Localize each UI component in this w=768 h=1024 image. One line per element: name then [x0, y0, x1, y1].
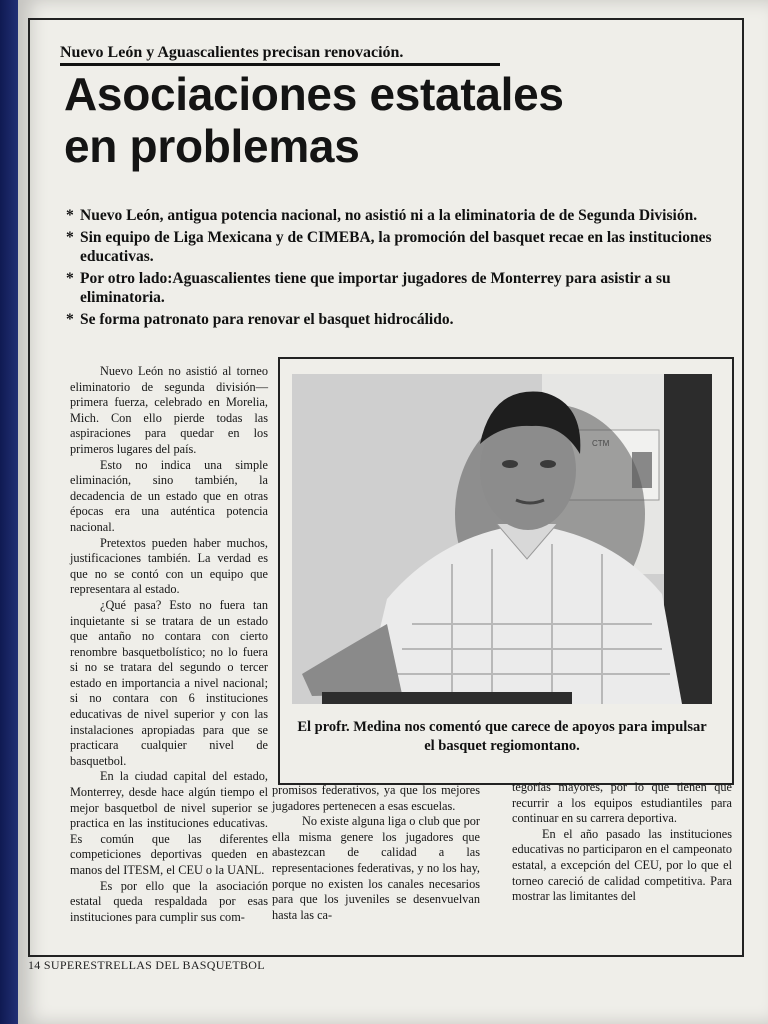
summary-bullets — [66, 206, 726, 331]
paragraph: promisos federativos, ya que los mejores jugadores pertenecen a esas escuelas. — [272, 783, 480, 813]
article-headline — [64, 68, 704, 172]
bullet-star-icon: * — [66, 269, 74, 287]
bullet-item — [66, 269, 726, 308]
bullet-star-icon: * — [66, 207, 74, 224]
bullet-star-icon: * — [66, 228, 74, 246]
paragraph: Pretextos pueden haber muchos, justificaciones también. La verdad es que no se contó con un equipo que representara al estado. — [70, 535, 268, 597]
article-kicker: Nuevo León y Aguascalientes precisan renovación. — [60, 44, 404, 61]
body-column-1 — [70, 364, 268, 925]
bullet-text: Nuevo León, antigua potencia nacional, no asistió ni a la eliminatoria de de Segunda División. — [80, 207, 698, 224]
paragraph: Es por ello que la asociación estatal queda respaldada por esas instituciones para cumplir sus com- — [70, 878, 268, 924]
page-footer — [28, 958, 265, 973]
bullet-text: Sin equipo de Liga Mexicana y de CIMEBA, la promoción del basquet recae en las instituciones educativas. — [80, 228, 712, 265]
paragraph: ¿Qué pasa? Esto no fuera tan inquietante si se tratara de un estado que antaño no contara con cierto renombre basquetbolístico; no lo fuera si no se tratara del segundo o tercer estado en importancia a nivel nacional; si no contara con 6 instituciones educativas de nivel superior y con las instalaciones apropiadas para que se practicara cualquier nivel de basquetbol. — [70, 597, 268, 768]
headline-line-1: Asociaciones estatales — [64, 68, 564, 120]
body-column-3 — [512, 780, 732, 905]
bullet-item — [66, 228, 726, 267]
page-number: 14 — [28, 958, 41, 972]
bullet-item — [66, 310, 726, 330]
paragraph: En el año pasado las instituciones educativas no participaron en el campeonato estatal, a excepción del CEU, por lo que el torneo careció de calidad competitiva. Para mostrar las limitantes del — [512, 826, 732, 904]
bullet-text: Por otro lado:Aguascalientes tiene que importar jugadores de Monterrey para asistir a su eliminatoria. — [80, 269, 671, 306]
kicker-underline — [60, 63, 500, 66]
paragraph: Esto no indica una simple eliminación, sino también, la decadencia de un estado que en otras épocas era una auténtica potencia nacional. — [70, 457, 268, 534]
magazine-name: SUPERESTRELLAS DEL BASQUETBOL — [43, 958, 265, 972]
paragraph: Nuevo León no asistió al torneo eliminatorio de segunda división—primera fuerza, celebrado en Morelia, Mich. Con ello pierde todas las aspiraciones para quedar en los primeros lugares del país. — [70, 364, 268, 456]
paragraph: En la ciudad capital del estado, Monterrey, desde hace algún tiempo el mejor basquetbol de nivel superior se practica en las instituciones educativas. Es común que las diferentes competiciones deportivas queden en manos del ITESM, el CEU o la UANL. — [70, 769, 268, 877]
photo-caption: El profr. Medina nos comentó que carece de apoyos para impulsar el basquet regiomontano. — [297, 719, 707, 754]
body-column-2 — [272, 783, 480, 923]
bullet-item — [66, 206, 726, 226]
photo-medina — [292, 374, 712, 704]
paragraph: tegorías mayores, por lo que tienen que recurrir a los equipos estudiantiles para continuar en su carrera deportiva. — [512, 780, 732, 826]
paragraph: No existe alguna liga o club que por ella misma genere los jugadores que abastezcan de calidad a las representaciones federativas, y no los hay, porque no existen los canales necesarios para que los juveniles se desenvuelvan hasta las ca- — [272, 814, 480, 922]
bullet-star-icon: * — [66, 310, 74, 328]
headline-line-2: en problemas — [64, 120, 360, 172]
portrait-illustration — [292, 374, 712, 704]
bullet-text: Se forma patronato para renovar el basquet hidrocálido. — [80, 310, 454, 328]
